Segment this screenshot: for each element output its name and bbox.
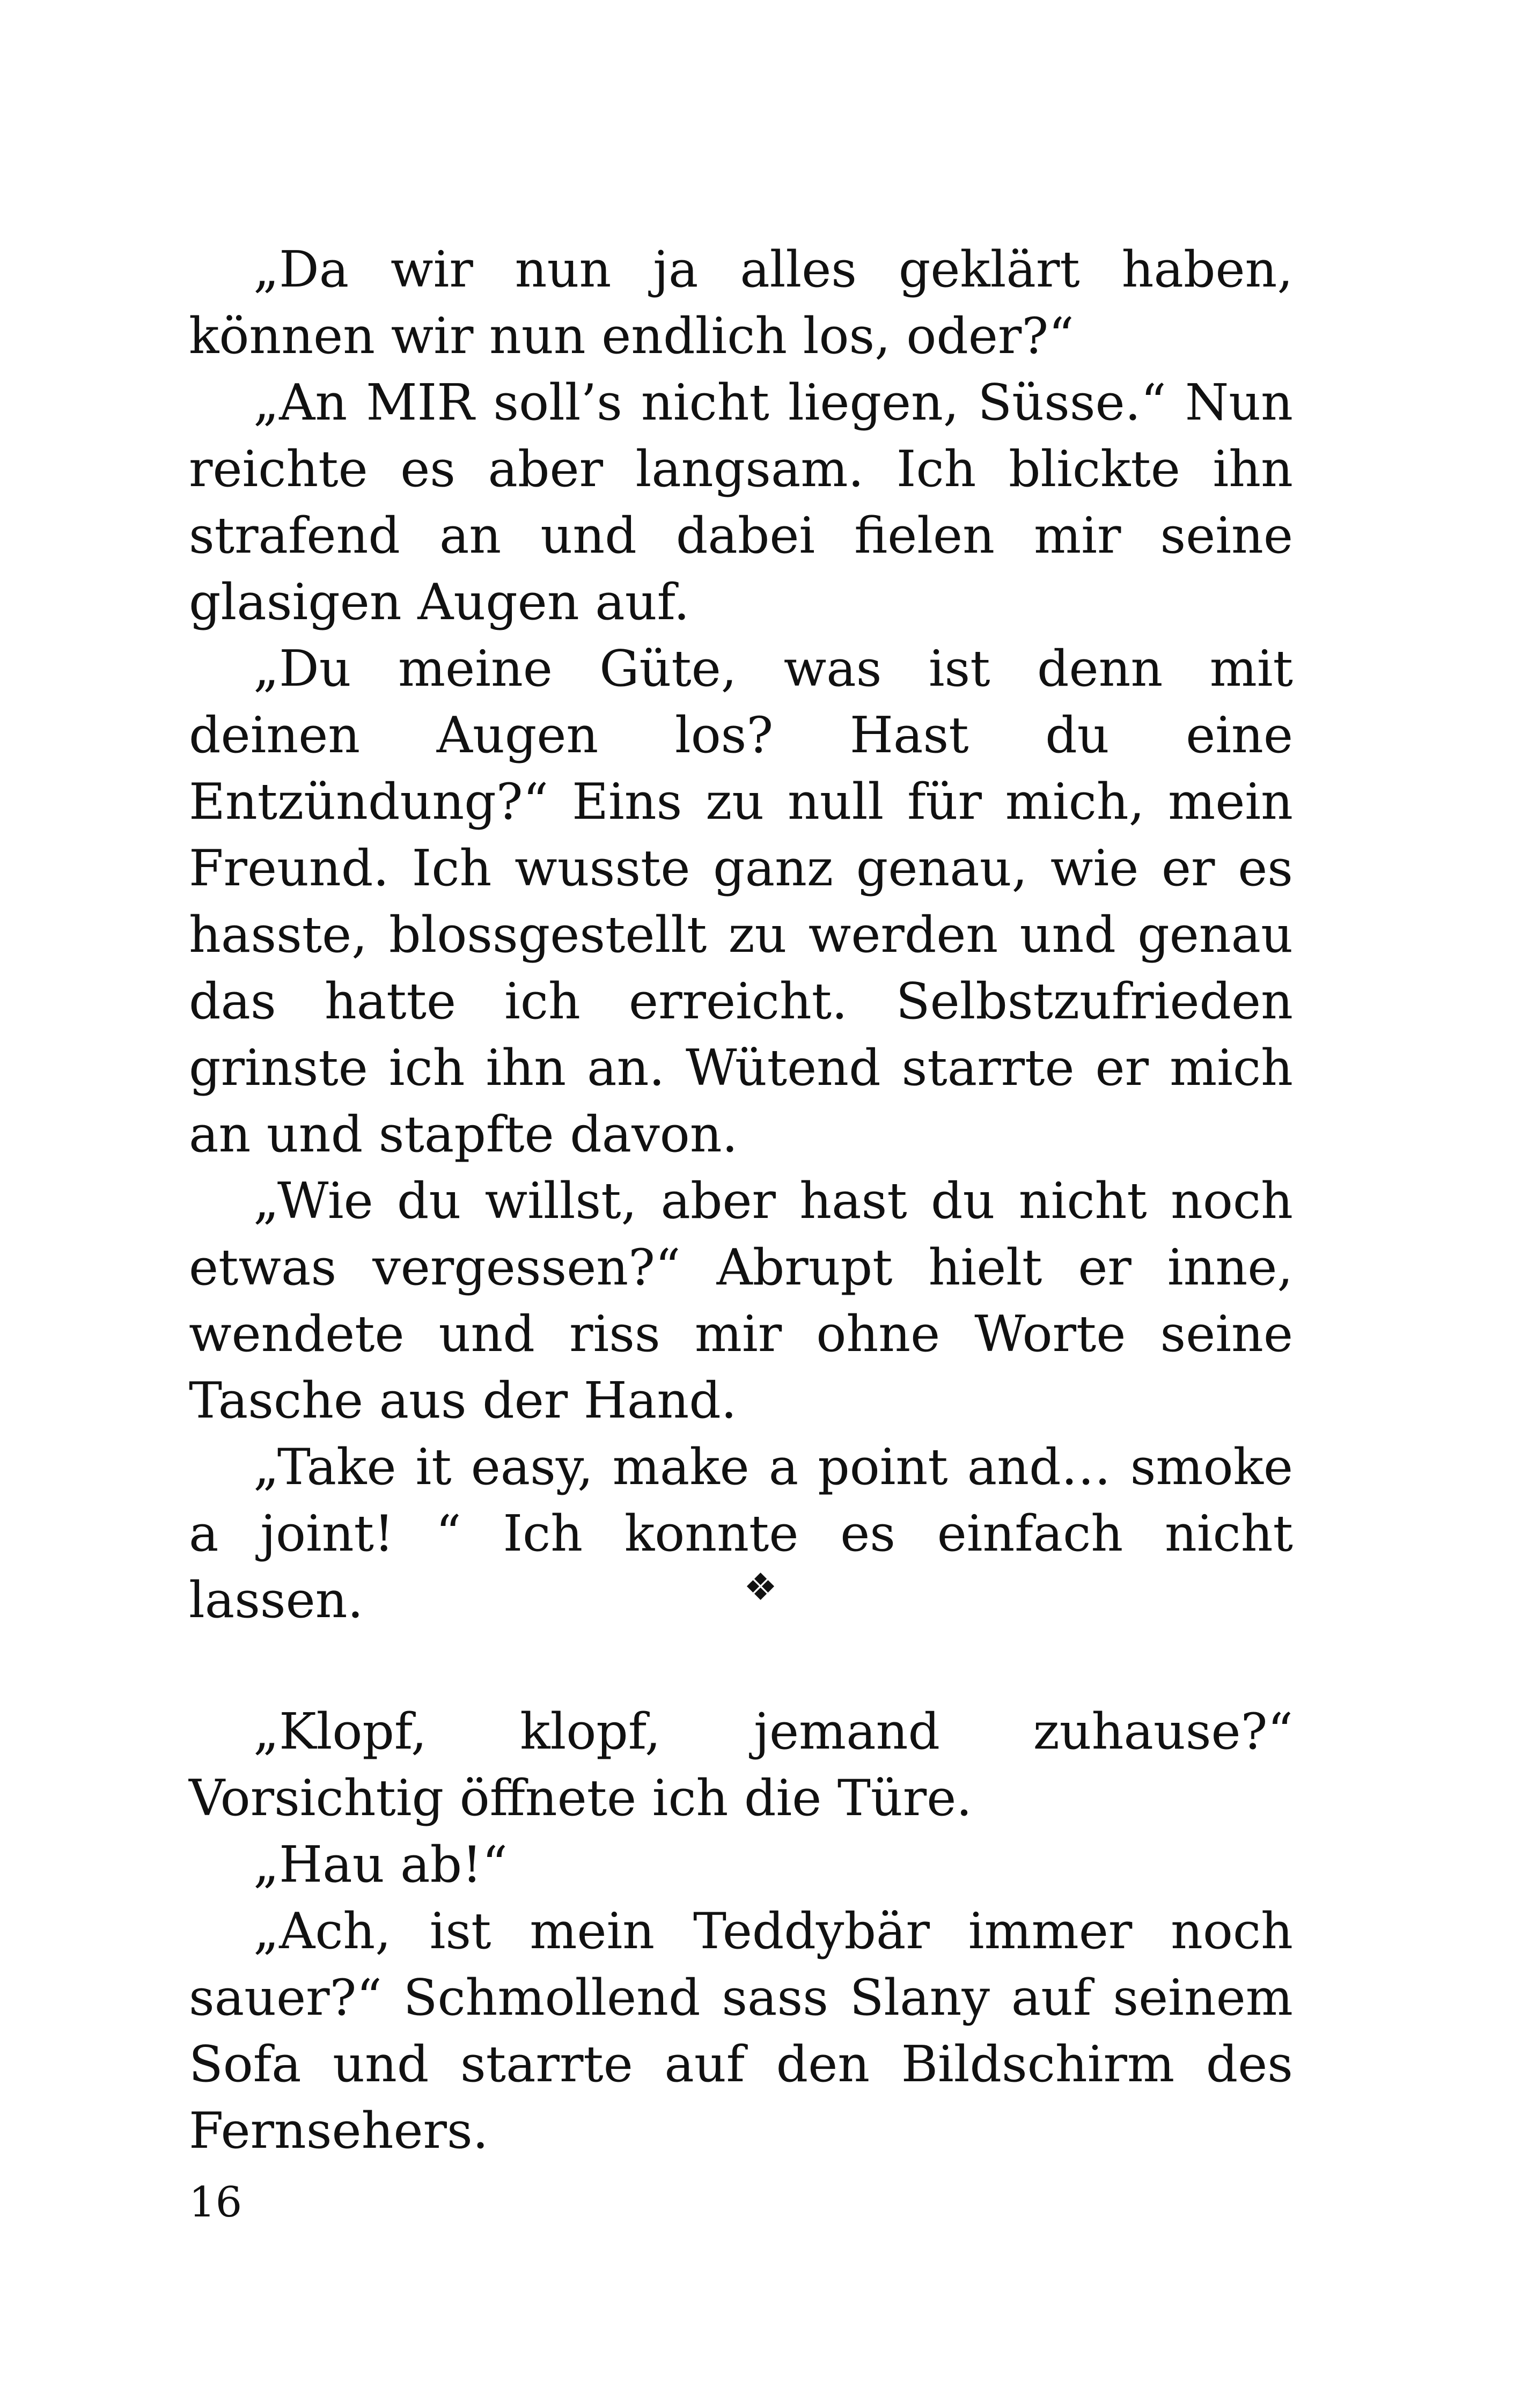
paragraph: „Hau ab!“ (253, 1836, 508, 1893)
paragraph: „Du meine Güte, was ist denn mit deinen Augen los? Hast du eine Entzündung?“ Eins zu null für mich, mein Freund. Ich wusste ganz genau, wie er es hasste, blossgestellt zu werden und genau das hatte ich erreicht. Selbstzufrieden grinste ich ihn an. Wütend starrte er mich an und stapfte davon. (189, 640, 1293, 1163)
paragraph: „Da wir nun ja alles geklärt haben, können wir nun endlich los, oder?“ (189, 240, 1293, 365)
page-number: 16 (189, 2178, 243, 2227)
section-separator-icon: ❖ (744, 1565, 777, 1609)
paragraph: „Wie du willst, aber hast du nicht noch etwas vergessen?“ Abrupt hielt er inne, wendete und riss mir ohne Worte seine Tasche aus der Hand. (189, 1172, 1293, 1429)
paragraph: „Ach, ist mein Teddybär immer noch sauer?“ Schmollend sass Slany auf seinem Sofa und starrte auf den Bildschirm des Fernsehers. (189, 1902, 1293, 2160)
paragraph: „An MIR soll’s nicht liegen, Süsse.“ Nun reichte es aber langsam. Ich blickte ihn strafend an und dabei fielen mir seine glasigen Augen auf. (189, 373, 1293, 631)
text-section-2 (189, 1698, 1293, 2164)
paragraph: „Take it easy, make a point and… smoke a joint! “ Ich konnte es einfach nicht lassen. (189, 1438, 1293, 1629)
paragraph: „Klopf, klopf, jemand zuhause?“ Vorsichtig öffnete ich die Türe. (189, 1702, 1293, 1827)
text-section-1 (189, 236, 1293, 1633)
